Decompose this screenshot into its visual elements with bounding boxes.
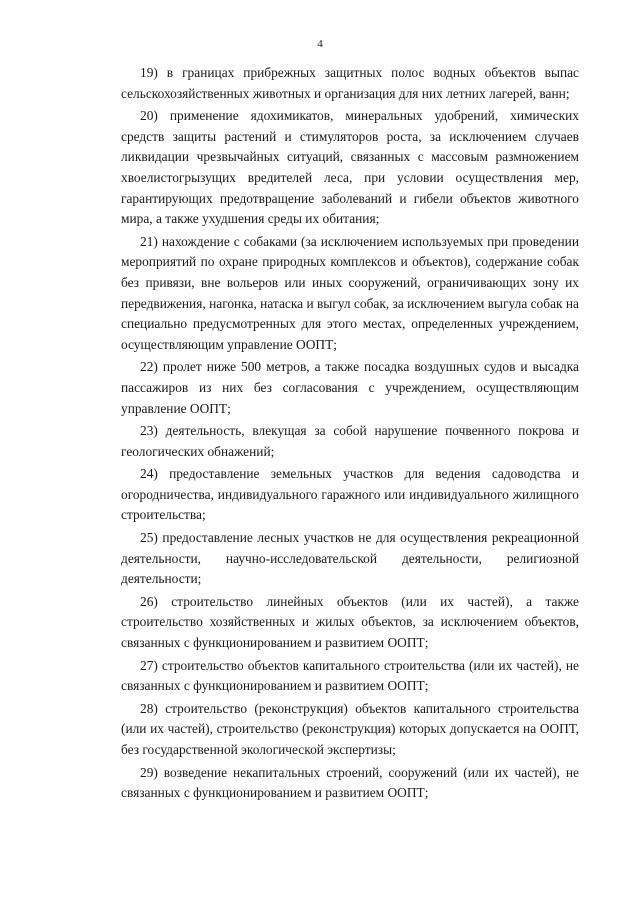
list-item-21: 21) нахождение с собаками (за исключением используемых при проведении мероприятий по охране природных комплексов и объектов), содержание собак без привязи, вне вольеров или иных сооружений, ограничивающих зону их передвижения, нагонка, натаска и выгул собак, за исключением выгула собак на специально предусмотренных для этого местах, определенных учреждением, осуществляющим управление ООПТ; [121, 233, 579, 352]
list-item-25: 25) предоставление лесных участков не для осуществления рекреационной деятельности, научно-исследовательской деятельности, религиозной деятельности; [121, 530, 579, 587]
list-item-23: 23) деятельность, влекущая за собой нарушение почвенного покрова и геологических обнажений; [121, 423, 579, 459]
list-item-19: 19) в границах прибрежных защитных полос водных объектов выпас сельскохозяйственных животных и организация для них летних лагерей, ванн; [121, 65, 579, 101]
list-item-28: 28) строительство (реконструкция) объектов капитального строительства (или их частей), строительство (реконструкция) которых допускается на ООПТ, без государственной экологической экспертизы; [121, 700, 579, 757]
list-item-24: 24) предоставление земельных участков для ведения садоводства и огородничества, индивидуального гаражного или индивидуального жилищного строительства; [121, 466, 579, 523]
list-item-20: 20) применение ядохимикатов, минеральных удобрений, химических средств защиты растений и стимуляторов роста, за исключением случаев ликвидации чрезвычайных ситуаций, связанных с массовым размножением хвоелистогрызущих вредителей леса, при условии осуществления мер, гарантирующих предотвращение заболеваний и гибели объектов животного мира, а также ухудшения среды их обитания; [121, 108, 579, 227]
document-body [121, 63, 579, 806]
list-item-27: 27) строительство объектов капитального строительства (или их частей), не связанных с функционированием и развитием ООПТ; [121, 657, 579, 694]
list-item-22: 22) пролет ниже 500 метров, а также посадка воздушных судов и высадка пассажиров из них без согласования с учреждением, осуществляющим управление ООПТ; [121, 359, 579, 416]
list-item-29: 29) возведение некапитальных строений, сооружений (или их частей), не связанных с функционированием и развитием ООПТ; [121, 764, 579, 801]
list-item-26: 26) строительство линейных объектов (или их частей), а также строительство хозяйственных и жилых объектов, за исключением объектов, связанных с функционированием и развитием ООПТ; [121, 593, 579, 651]
page-number: 4 [317, 38, 323, 50]
